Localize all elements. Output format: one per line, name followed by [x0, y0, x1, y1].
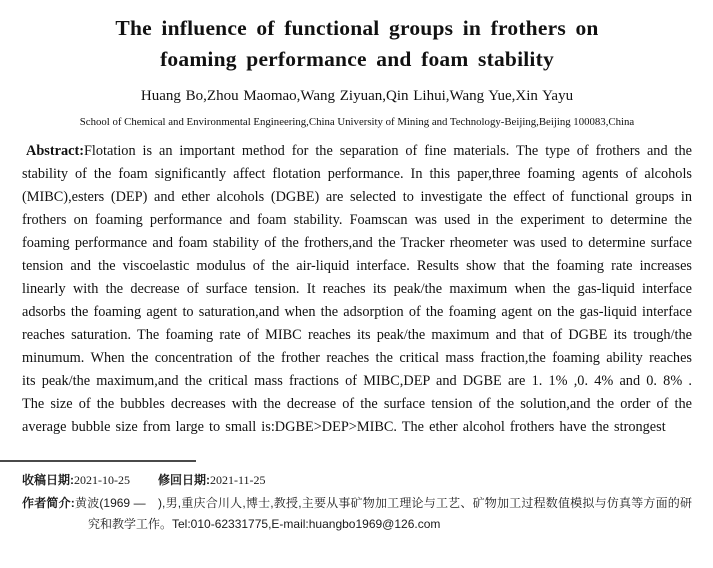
- author-bio-line: [22, 493, 692, 535]
- title-line-2: foaming performance and foam stability: [160, 47, 554, 71]
- revised-date-value: 2021-11-25: [210, 473, 266, 487]
- author-bio-text: 黄波(1969 — ),男,重庆合川人,博士,教授,主要从事矿物加工理论与工艺、矿物加工过程数值模拟与仿真等方面的研究和教学工作。Tel:010-62331775,E-mail:huangbo1969@126.com: [74, 496, 692, 531]
- abstract-text: Flotation is an important method for the separation of fine materials. The type of frothers and the stability of the foam significantly affect flotation performance. In this paper,three foaming agents of alcohols (MIBC),esters (DEP) and ether alcohols (DGBE) are selected to investigate the effect of functional groups in frothers on foaming performance and foam stability. Foamscan was used in the experiment to determine the foaming performance and foam stability of the frothers,and the Tracker rheometer was used to determine surface tension and the viscoelastic modulus of the air-liquid interface. Results show that the foaming rate increases linearly with the decrease of surface tension. It reaches its peak/the maximum when the gas-liquid interface adsorbs the foaming agent to saturation,and when the adsorption of the foaming agent on the gas-liquid interface reaches saturation. The foaming rate of MIBC reaches its peak/the maximum and that of DGBE its trough/the minumum. When the concentration of the frother reaches the critical mass fraction,the foaming ability reaches its peak/the maximum,and the critical mass fractions of MIBC,DEP and DGBE are 1. 1% ,0. 4% and 0. 8% . The size of the bubbles decreases with the decrease of the surface tension of the solution,and the order of the average bubble size from large to small is:DGBE>DEP>MIBC. The ether alcohol frothers have the strongest: [22, 143, 692, 435]
- received-date-value: 2021-10-25: [74, 473, 130, 487]
- title-line-1: The influence of functional groups in frothers on: [115, 16, 599, 40]
- dates-line: [22, 470, 692, 491]
- page-title: [22, 13, 692, 75]
- received-date-label: 收稿日期:: [22, 473, 74, 487]
- footnote-body: [0, 462, 713, 535]
- revised-date-label: 修回日期:: [158, 473, 210, 487]
- abstract-label: Abstract:: [26, 143, 84, 159]
- authors-line: Huang Bo,Zhou Maomao,Wang Ziyuan,Qin Lihui,Wang Yue,Xin Yayu: [140, 88, 574, 104]
- author-bio-label: 作者简介:: [22, 496, 75, 510]
- affiliation-line: School of Chemical and Environmental Engineering,China University of Mining and Technology-Beijing,Beijing 100083,China: [79, 116, 635, 128]
- abstract-paragraph: [22, 140, 692, 439]
- footnote-section: [0, 460, 713, 535]
